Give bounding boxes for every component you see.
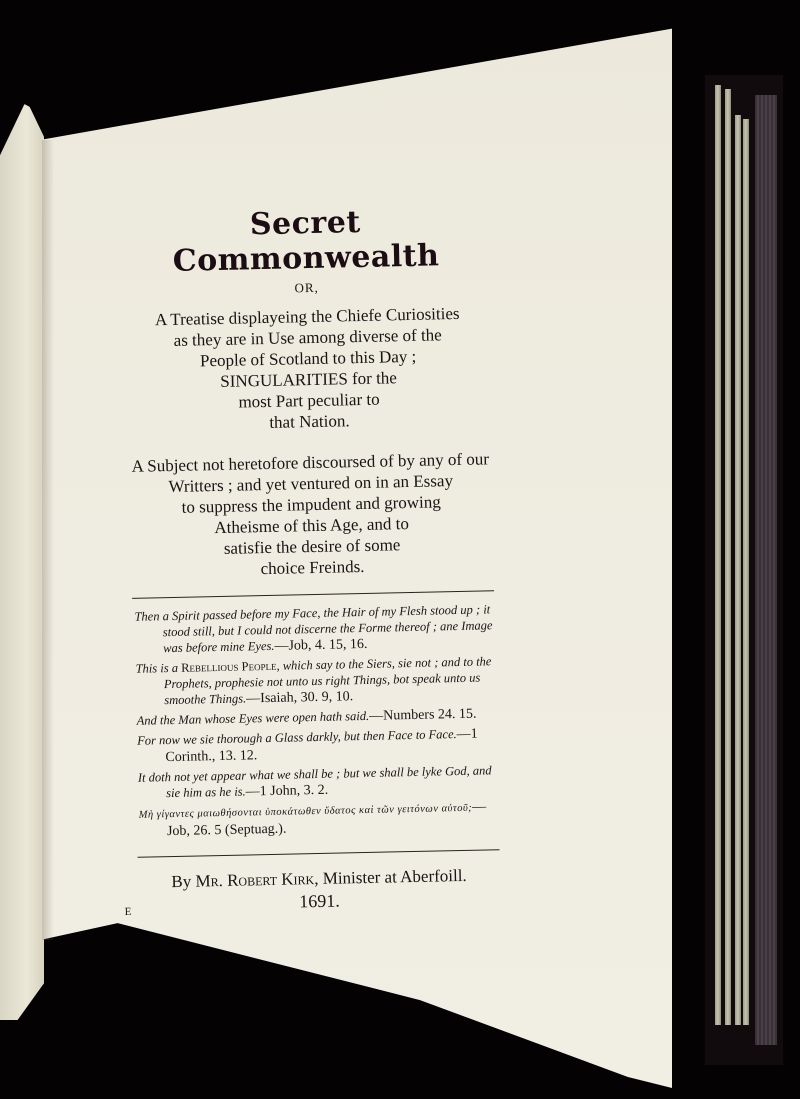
epigraphs [128,601,503,841]
page-edge [743,119,749,1025]
byline: By Mr. Robert Kirk, Minister at Aberfoill. 1691. [134,864,505,916]
subtitle-line: as they are in Use among diverse of the [173,325,442,350]
author-name: Mr. Robert Kirk [195,869,315,891]
description [125,448,498,582]
subtitle [122,302,495,436]
description-line: to suppress the impudent and growing [181,492,441,517]
page-edge [735,115,741,1025]
divider-bottom [138,849,500,858]
description-line: Writters ; and yet ventured on in an Essay [168,471,454,497]
signature-mark: E [124,905,132,919]
gutter-shadow [42,140,54,940]
page-edge [715,85,721,1025]
left-facing-page [0,100,44,1020]
divider-top [132,590,494,599]
page-edge [725,89,731,1025]
cloth-cover [755,95,777,1045]
subtitle-line: most Part peculiar to [238,389,380,412]
description-line: satisfie the desire of some [223,535,401,558]
subtitle-line: People of Scotland to this Day ; [199,346,417,371]
description-line: A Subject not heretofore discoursed of by any of our [131,449,490,476]
epigraph: And the Man whose Eyes were open hath said.—Numbers 24. 15. [136,706,477,728]
subtitle-line: SINGULARITIES for the [220,368,398,391]
description-line: Atheisme of this Age, and to [214,514,410,538]
epigraph: Then a Spirit passed before my Face, the Hair of my Flesh stood up ; it stood still, but I could not discerne the Forme thereof ; ane Image was before mine Eyes.—Job, 4. 15, 16. [134,602,493,656]
subtitle-line: that Nation. [269,411,350,432]
book-edge [705,75,783,1065]
publication-year: 1691. [299,890,340,912]
epigraph-greek: Μὴ γίγαντες μαιωθήσονται ὑποκάτωθεν ὕδατος καὶ τῶν γειτόνων αὐτοῦ;—Job, 26. 5 (Septuag.). [138,799,487,840]
epigraph: This is a Rebellious People, which say to the Siers, sie not ; and to the Prophets, prophesie not unto us right Things, bot speak unto us smoothe Things.—Isaiah, 30. 9, 10. [135,654,492,708]
book-title: Secret Commonwealth [172,204,440,279]
epigraph: It doth not yet appear what we shall be ; but we shall be lyke God, and sie him as he is.—1 John, 3. 2. [137,763,492,801]
description-line: choice Freinds. [260,556,365,579]
title-or: OR, [294,279,319,296]
subtitle-line: A Treatise displayeing the Chiefe Curiosities [154,303,460,330]
epigraph: For now we sie thorough a Glass darkly, but then Face to Face.—1 Corinth., 13. 12. [136,726,478,766]
title-page-content [120,202,505,919]
